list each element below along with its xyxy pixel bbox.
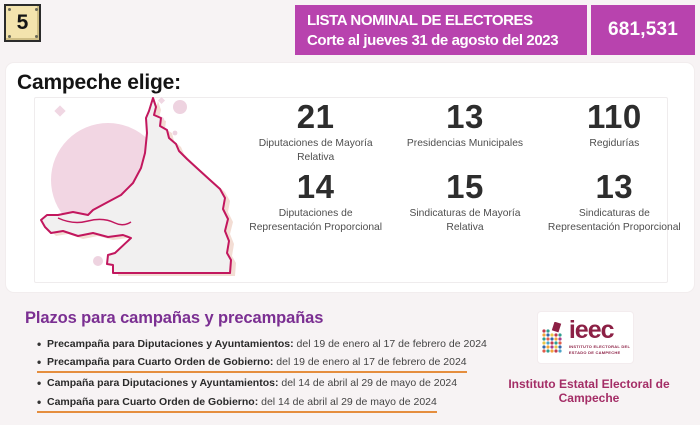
campaign-deadline-item: [37, 337, 495, 351]
campaign-deadlines-section: [25, 309, 495, 416]
stat-label: Diputaciones de Representación Proporcional: [249, 207, 383, 234]
stat-value: 15: [446, 167, 484, 205]
ieec-tagline: [569, 344, 630, 355]
deadline-dates: del 14 de abril al 29 de mayo de 2024: [278, 377, 458, 390]
card-title: Campeche elige:: [17, 71, 181, 94]
deadline-label: Precampaña para Diputaciones y Ayuntamientos:: [47, 338, 294, 350]
stat-value: 21: [296, 98, 335, 135]
campaign-deadlines-list: [25, 337, 495, 413]
stat-sindicaturas-rp: [543, 167, 686, 236]
stat-label: Diputaciones de Mayoría Relativa: [258, 138, 373, 164]
electoral-roll-value: 681,531: [607, 19, 679, 40]
institute-name: Instituto Estatal Electoral de Campeche: [508, 377, 670, 406]
stat-label: Sindicaturas de Mayoría Relativa: [409, 207, 521, 234]
stat-label: Sindicaturas de Representación Proporcional: [547, 207, 681, 234]
stat-label: Presidencias Municipales: [406, 138, 524, 149]
campaign-deadline-item: [37, 395, 437, 413]
banner-subtitle: Corte al jueves 31 de agosto del 2023: [307, 31, 559, 49]
campeche-map: [13, 95, 243, 287]
deadline-dates: del 19 de enero al 17 de febrero de 2024: [273, 356, 467, 369]
stat-regidurias: [543, 100, 686, 166]
ieec-tagline-line1: INSTITUTO ELECTORAL DEL: [568, 344, 631, 350]
election-summary-card: [5, 62, 695, 293]
banner-title: LISTA NOMINAL DE ELECTORES: [307, 12, 533, 29]
deadline-label: Precampaña para Cuarto Orden de Gobierno:: [47, 356, 274, 369]
ballot-box-icon: [541, 322, 565, 354]
ieec-tagline-line2: ESTADO DE CAMPECHE: [568, 349, 621, 355]
stat-sindicaturas-mr: [393, 167, 536, 236]
campaign-deadline-item: [37, 376, 495, 390]
ieec-logo-text: [568, 315, 631, 355]
stat-label: Regidurías: [589, 138, 640, 149]
stat-value: 14: [296, 167, 335, 205]
page-number: 5: [16, 11, 29, 34]
stat-value: 13: [446, 98, 484, 135]
campeche-map-icon: [13, 95, 243, 287]
ieec-logo: [537, 311, 634, 364]
deadline-label: Campaña para Cuarto Orden de Gobierno:: [47, 395, 259, 408]
deadline-dates: del 14 de abril al 29 de mayo de 2024: [258, 395, 437, 408]
stat-diputaciones-rp: [244, 167, 387, 236]
campaign-deadlines-heading: Plazos para campañas y precampañas: [25, 309, 324, 327]
ieec-wordmark: ieec: [568, 315, 614, 344]
stat-value: 110: [586, 98, 642, 135]
campaign-deadline-item: [37, 355, 467, 373]
deadline-dates: del 19 de enero al 17 de febrero de 2024: [293, 338, 487, 350]
stat-presidencias: [393, 100, 536, 166]
stat-value: 13: [595, 167, 634, 205]
page-number-tile: [4, 4, 41, 42]
deadline-label: Campaña para Diputaciones y Ayuntamientos:: [47, 377, 279, 390]
stat-diputaciones-mr: [244, 100, 387, 166]
electoral-roll-count: [591, 5, 695, 55]
electoral-roll-banner: [295, 5, 587, 55]
election-stats-grid: [244, 100, 686, 236]
